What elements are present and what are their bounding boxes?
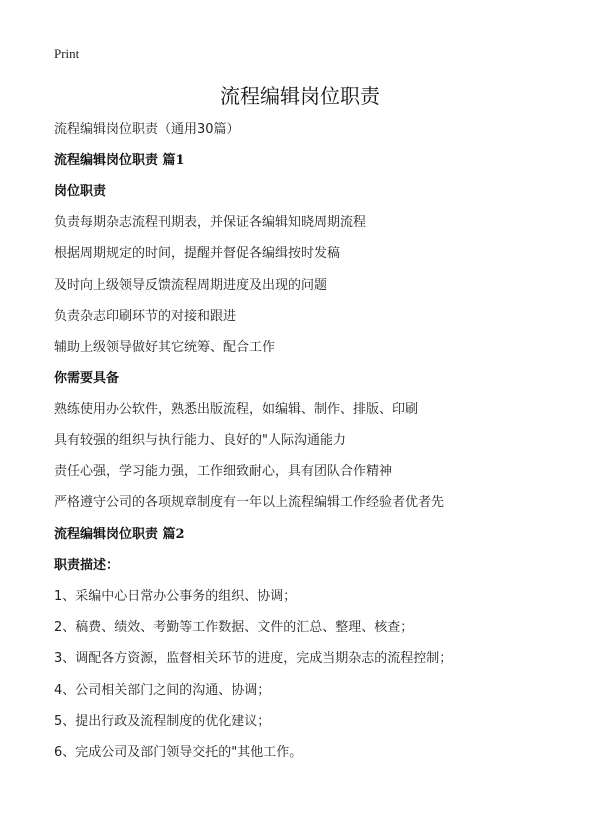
group-title-job-description: 职责描述： <box>54 558 120 573</box>
list-item: 1、采编中心日常办公事务的组织、协调； <box>54 589 297 604</box>
list-item: 6、完成公司及部门领导交托的"其他工作。 <box>54 745 303 760</box>
list-item: 3、调配各方资源，监督相关环节的进度，完成当期杂志的流程控制； <box>54 651 453 666</box>
list-item: 2、稿费、绩效、考勤等工作数据、文件的汇总、整理、核查； <box>54 620 414 635</box>
list-item: 4、公司相关部门之间的沟通、协调； <box>54 683 271 698</box>
list-item: 具有较强的组织与执行能力、良好的"人际沟通能力 <box>54 433 346 448</box>
group-title-job-duties: 岗位职责 <box>54 184 107 199</box>
list-item: 根据周期规定的时间，提醒并督促各编缉按时发稿 <box>54 246 341 261</box>
section-heading-2: 流程编辑岗位职责 篇2 <box>54 527 185 542</box>
list-item: 5、提出行政及流程制度的优化建议； <box>54 714 271 729</box>
section-heading-1: 流程编辑岗位职责 篇1 <box>54 153 185 168</box>
list-item: 熟练使用办公软件，熟悉出版流程，如编辑、制作、排版、印刷 <box>54 402 419 417</box>
list-item: 责任心强，学习能力强，工作细致耐心，具有团队合作精神 <box>54 464 393 479</box>
list-item: 负责每期杂志流程刊期表，并保证各编辑知晓周期流程 <box>54 215 367 230</box>
list-item: 及时向上级领导反馈流程周期进度及出现的问题 <box>54 278 328 293</box>
group-title-requirements: 你需要具备 <box>54 371 120 386</box>
list-item: 负责杂志印刷环节的对接和跟进 <box>54 309 237 324</box>
document-subtitle: 流程编辑岗位职责（通用30篇） <box>54 122 240 137</box>
print-link[interactable]: Print <box>54 46 80 61</box>
list-item: 辅助上级领导做好其它统筹、配合工作 <box>54 340 276 355</box>
page-title: 流程编辑岗位职责 <box>220 84 380 108</box>
list-item: 严格遵守公司的各项规章制度有一年以上流程编辑工作经验者优者先 <box>54 495 445 510</box>
